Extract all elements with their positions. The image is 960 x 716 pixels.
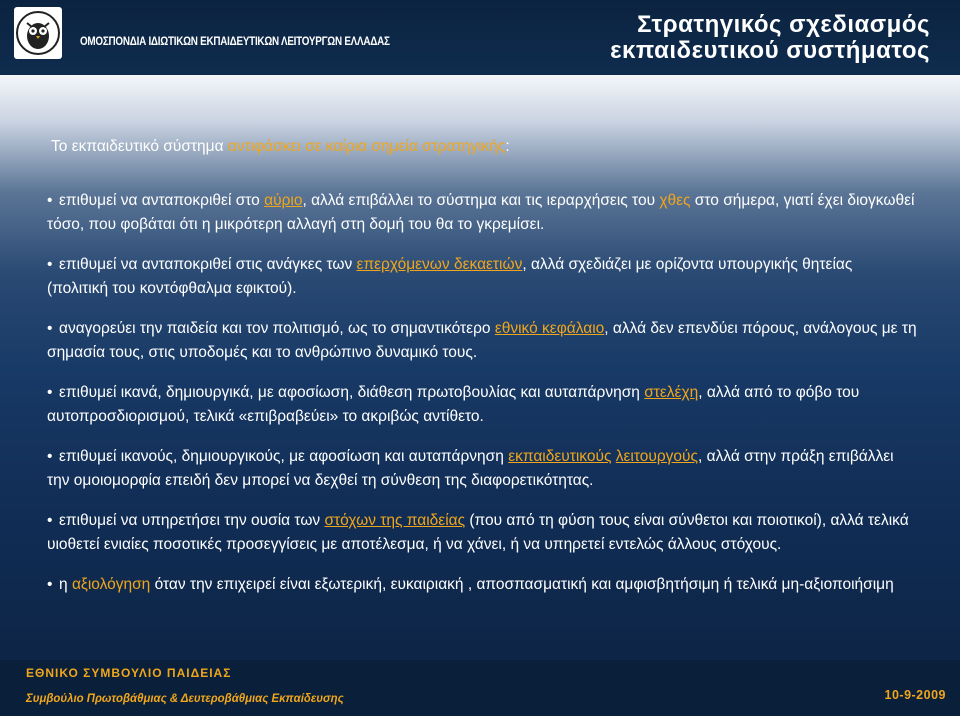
title-line-1: Στρατηγικός σχεδιασμός [637, 11, 930, 38]
owl-emblem-icon [14, 7, 62, 59]
highlight-term: αύριο [264, 191, 303, 209]
highlight-term: εκπαιδευτικούς [508, 447, 612, 465]
slide-title [610, 12, 930, 64]
intro-text: Το εκπαιδευτικό σύστημα [51, 138, 228, 155]
highlight-term: επερχόμενων δεκαετιών [356, 255, 523, 273]
header-bar [0, 0, 960, 75]
presentation-date: 10-9-2009 [884, 688, 946, 702]
highlight-term: στελέχη [644, 383, 699, 401]
bullet-item-2: • επιθυμεί να ανταποκριθεί στις ανάγκες των επερχόμενων δεκαετιών, αλλά σχεδιάζει με ορίζοντα υπουργικής θητείας (πολιτική του κοντόφθαλμα εφικτού). [47, 253, 917, 302]
bullet-item-3: • αναγορεύει την παιδεία και τον πολιτισμό, ως το σημαντικότερο εθνικό κεφάλαιο, αλλά δεν επενδύει πόρους, ανάλογους με τη σημασία τους, στις υποδομές και το ανθρώπινο δυναμικό τους. [47, 317, 917, 366]
bullet-dot: • [47, 319, 53, 337]
bullet-item-1: • επιθυμεί να ανταποκριθεί στο αύριο, αλλά επιβάλλει το σύστημα και τις ιεραρχήσεις του χθες στο σήμερα, γιατί έχει διογκωθεί τόσο, που φοβάται ότι η μικρότερη αλλαγή στη δομή του θα το γκρεμίσει. [47, 189, 917, 238]
intro-statement [51, 135, 917, 160]
federation-logo [14, 7, 62, 59]
intro-colon: : [505, 138, 510, 155]
bullet-dot: • [47, 447, 53, 465]
bullet-dot: • [47, 383, 53, 401]
bullet-dot: • [47, 255, 53, 273]
highlight-term: εθνικό κεφάλαιο [494, 319, 605, 337]
slide-content [47, 135, 917, 612]
highlight-term: στόχων της παιδείας [324, 511, 466, 529]
council-subtitle: Συμβούλιο Πρωτοβάθμιας & Δευτεροβάθμιας Εκπαίδευσης [26, 691, 344, 705]
bullet-item-5: • επιθυμεί ικανούς, δημιουργικούς, με αφοσίωση και αυταπάρνηση εκπαιδευτικούς λειτουργούς, αλλά στην πράξη επιβάλλει την ομοιομορφία επειδή δεν μπορεί να δεχθεί τη σύνθεση της διαφορετικότητας. [47, 445, 917, 494]
bullet-dot: • [47, 575, 53, 593]
highlight-term: λειτουργούς [615, 447, 698, 465]
slide-body [0, 75, 960, 660]
organization-name: ΟΜΟΣΠΟΝΔΙΑ ΙΔΙΩΤΙΚΩΝ ΕΚΠΑΙΔΕΥΤΙΚΩΝ ΛΕΙΤΟΥΡΓΩΝ ΕΛΛΑΔΑΣ [80, 36, 390, 48]
highlight-term: χθες [659, 191, 691, 209]
council-name: ΕΘΝΙΚΟ ΣΥΜΒΟΥΛΙΟ ΠΑΙΔΕΙΑΣ [26, 666, 232, 680]
bullet-dot: • [47, 511, 53, 529]
bullet-dot: • [47, 191, 53, 209]
title-line-2: εκπαιδευτικού συστήματος [610, 37, 930, 64]
intro-highlight: αντιφάσκει σε καίρια σημεία στρατηγικής [227, 138, 506, 155]
bullet-item-4: • επιθυμεί ικανά, δημιουργικά, με αφοσίωση, διάθεση πρωτοβουλίας και αυταπάρνηση στελέχη, αλλά από το φόβο του αυτοπροσδιορισμού, τελικά «επιβραβεύει» το ακριβώς αντίθετο. [47, 381, 917, 430]
bullet-item-6: • επιθυμεί να υπηρετήσει την ουσία των στόχων της παιδείας (που από τη φύση τους είναι σύνθετοι και ποιοτικοί), αλλά τελικά υιοθετεί ενιαίες ποσοτικές προσεγγίσεις με αποτέλεσμα, ή να χάνει, ή να υπηρετεί εντελώς άλλους στόχους. [47, 509, 917, 558]
footer-bar [0, 660, 960, 716]
highlight-term: αξιολόγηση [71, 575, 151, 593]
bullet-item-7: • η αξιολόγηση όταν την επιχειρεί είναι εξωτερική, ευκαιριακή , αποσπασματική και αμφισβητήσιμη ή τελικά μη-αξιοποιήσιμη [47, 573, 917, 598]
